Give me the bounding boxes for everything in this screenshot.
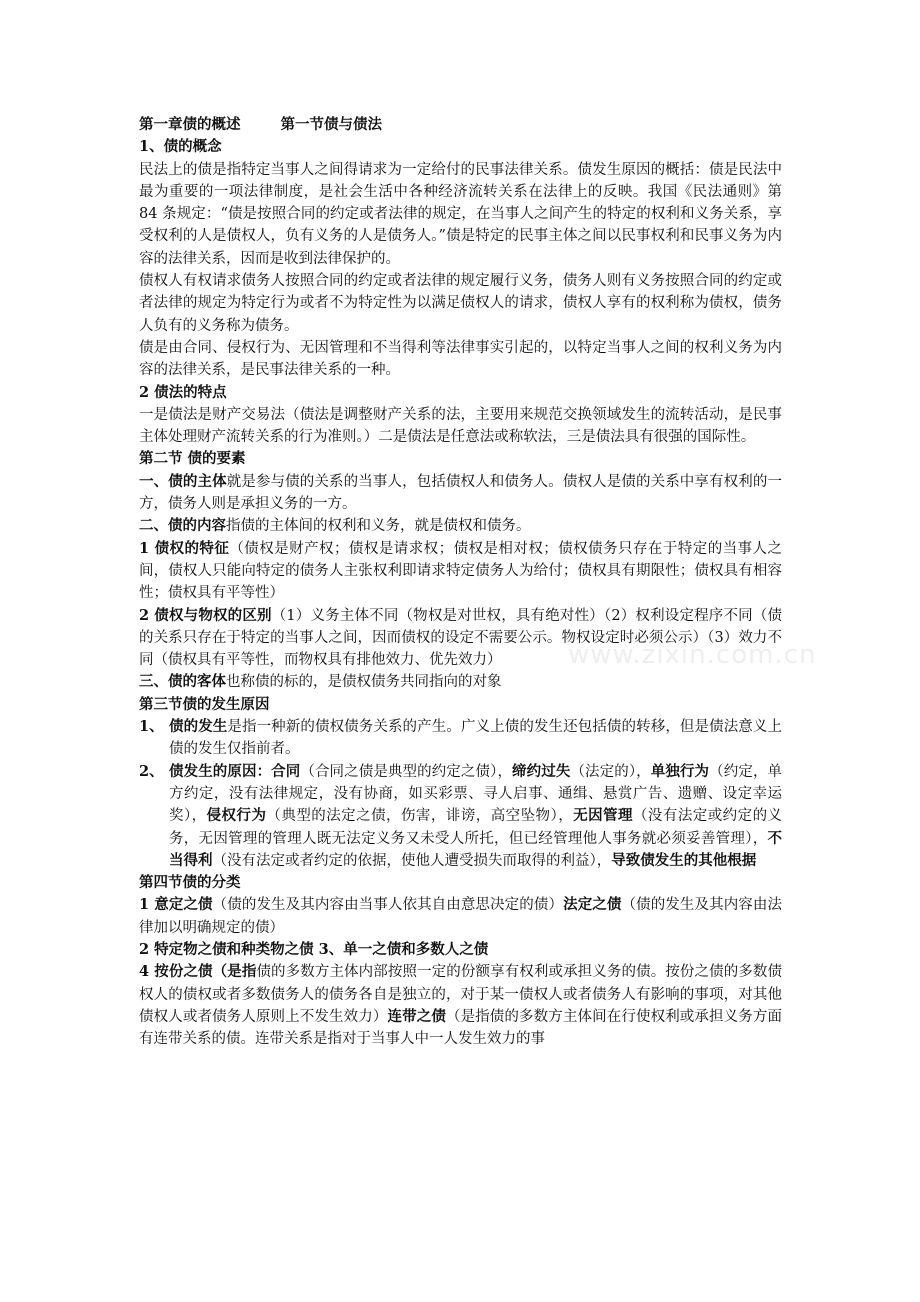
heading-section-3: 第三节债的发生原因 (139, 695, 270, 713)
list-text (169, 716, 782, 761)
chapter-title: 第一章债的概述 (139, 116, 241, 133)
text: （合同之债是典型的约定之债）， (300, 763, 513, 780)
text: （没有法定或者约定的依据，使他人遭受损失而取得的利益）， (212, 852, 612, 869)
text: （典型的法定之债，伤害，诽谤，高空坠物）， (266, 808, 574, 825)
text: 债的多数方主体内部按照一定的份额享有权利或承担义务的债。按份之债的多数债权人的债权或者多数债务人的债务各自是独立的，对于某一债权人或者债务人有影响的事项，对其他债权人或者债务人原则上不发生效力） (139, 964, 782, 1025)
term: 缔约过失 (512, 762, 571, 780)
paragraph: 民法上的债是指特定当事人之间得请求为一定给付的民事法律关系。债发生原因的概括：债是民法中最为重要的一项法律制度，是社会生活中各种经济流转关系在法律上的反映。我国《民法通则》第 84 条规定：“债是按照合同的约定或者法律的规定，在当事人之间产生的特定的权利和义务关系，享受权利的人是债权人，负有义务的人是债务人。”债是特定的民事主体之间以民事权利和民事义务为内容的法律关系，因而是收到法律保护的。 (139, 161, 782, 267)
term: 三、债的客体 (139, 673, 226, 691)
section-title: 第一节债与债法 (280, 116, 382, 133)
list-item (139, 716, 782, 761)
heading-debt-law-features: 2 债法的特点 (139, 383, 227, 401)
text: （没有法定或约定的义务，无因管理的管理人既无法定义务又未受人所托，但已经管理他人事务就必须妥善管理）， (169, 808, 783, 847)
term: 债的发生 (169, 718, 228, 736)
paragraph-classification-2: 2 特定物之债和种类物之债 3、单一之债和多数人之债 (139, 940, 489, 958)
paragraph-content (139, 515, 782, 537)
term: 1 债权的特征 (139, 539, 230, 557)
term: 4 按份之债（是指 (139, 963, 257, 981)
text: 是指一种新的债权债务关系的产生。广义上债的发生还包括债的转移，但是债法意义上债的发生仅指前者。 (169, 719, 782, 758)
paragraph: 债是由合同、侵权行为、无因管理和不当得利等法律事实引起的，以特定当事人之间的权利义务为内容的法律关系，是民事法律关系的一种。 (139, 339, 782, 379)
term: 导致债发生的其他根据 (611, 851, 757, 869)
term: 无因管理 (573, 807, 633, 825)
watermark: www.zixin.com.cn (568, 640, 817, 670)
paragraph-subject (139, 471, 782, 516)
list-item (139, 761, 782, 872)
term: 连带之债 (387, 1007, 446, 1025)
term: 债发生的原因：合同 (169, 762, 301, 780)
paragraph-object (139, 671, 782, 693)
text: （约定，单方约定，没有法律规定，没有协商，如买彩票、寻人启事、通缉、悬赏广告、遗赠、设定幸运奖）， (169, 763, 783, 825)
list-number: 1、 (139, 718, 164, 736)
heading-section-4: 第四节债的分类 (139, 874, 241, 892)
paragraph: 债权人有权请求债务人按照合同的约定或者法律的规定履行义务，债务人则有义务按照合同的约定或者法律的规定为特定行为或者不为特定性为以满足债权人的请求，债权人享有的权利称为债权，债务人负有的义务称为债务。 (139, 273, 782, 334)
list-text (169, 761, 782, 872)
term: 侵权行为 (206, 807, 267, 825)
heading-section-2: 第二节 债的要素 (139, 450, 246, 468)
text: （债的发生及其内容由当事人依其自由意思决定的债） (212, 897, 564, 914)
text: 指债的主体间的权利和义务，就是债权和债务。 (226, 518, 531, 535)
term: 1 意定之债 (139, 896, 213, 914)
document-title (139, 114, 782, 136)
list-number: 2、 (139, 762, 164, 780)
text: 也称债的标的，是债权债务共同指向的对象 (226, 674, 502, 691)
text: （法定的）， (570, 763, 651, 780)
term: 单独行为 (650, 762, 710, 780)
paragraph-features (139, 538, 782, 605)
term: 法定之债 (563, 896, 622, 914)
paragraph-classification-1 (139, 894, 782, 939)
text: （债的发生及其内容由法律加以明确规定的债） (139, 897, 783, 936)
term: 一、债的主体 (139, 472, 227, 490)
paragraph: 一是债法是财产交易法（债法是调整财产关系的法，主要用来规范交换领域发生的流转活动，是民事主体处理财产流转关系的行为准则。）二是债法是任意法或称软法，三是债法具有很强的国际性。 (139, 406, 782, 446)
document-page (139, 114, 782, 1050)
term: 2 债权与物权的区别 (139, 606, 272, 624)
term: 二、债的内容 (139, 517, 226, 535)
text: （债权是财产权；债权是请求权；债权是相对权；债权债务只存在于特定的当事人之间，债权人只能向特定的债务人主张权利即请求特定债务人为给付；债权具有期限性；债权具有相容性；债权具有平等性） (139, 540, 783, 602)
paragraph-classification-4 (139, 961, 782, 1050)
text: 就是参与债的关系的当事人，包括债权人和债务人。债权人是债的关系中享有权利的一方，债务人则是承担义务的一方。 (139, 473, 783, 513)
heading-debt-concept: 1、债的概念 (139, 138, 222, 156)
text: （是指债的多数方主体间在行使权利或承担义务方面有连带关系的债。连带关系是指对于当事人中一人发生效力的事 (139, 1008, 783, 1048)
term: 不当得利 (169, 829, 782, 869)
text: （1）义务主体不同（物权是对世权，具有绝对性）（2）权利设定程序不同（债的关系只存在于特定的当事人之间，因而债权的设定不需要公示。物权设定时必须公示）（3）效力不同（债权具有平等性，而物权具有排他效力、优先效力） (139, 607, 782, 669)
